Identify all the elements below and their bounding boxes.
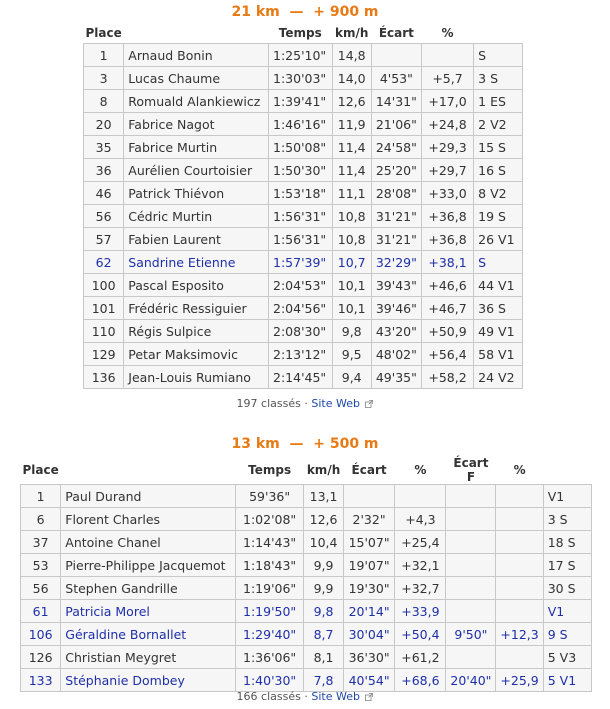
column-header [543, 456, 591, 485]
cell-ecart: 30'04" [343, 623, 395, 646]
cell-place: 56 [84, 205, 124, 228]
race2-footer-sep: · [304, 690, 308, 703]
cell-place: 62 [84, 251, 124, 274]
cell-ecart: 48'02" [371, 343, 421, 366]
column-header: Place [84, 23, 124, 44]
cell-kmh: 11,1 [332, 182, 371, 205]
cell-kmh: 9,4 [332, 366, 371, 389]
cell-kmh: 14,0 [332, 67, 371, 90]
cell-place: 110 [84, 320, 124, 343]
cell-ecartf [446, 508, 496, 531]
external-link-icon [365, 693, 373, 701]
external-link-icon [365, 400, 373, 408]
cell-temps: 1:39'41" [269, 90, 333, 113]
cell-pct: +36,8 [421, 205, 473, 228]
cell-pct [395, 485, 446, 508]
cell-kmh: 8,7 [304, 623, 343, 646]
cell-temps: 1:18'43" [235, 554, 303, 577]
cell-kmh: 10,1 [332, 274, 371, 297]
cell-place: 1 [21, 485, 61, 508]
cell-kmh: 9,9 [304, 554, 343, 577]
cell-temps: 1:19'06" [235, 577, 303, 600]
cell-ecart: 25'20" [371, 159, 421, 182]
cell-ecartf [446, 646, 496, 669]
cell-temps: 1:40'30" [235, 669, 303, 692]
cell-cat: S [474, 251, 523, 274]
cell-temps: 1:50'08" [269, 136, 333, 159]
cell-pct: +61,2 [395, 646, 446, 669]
cell-temps: 1:46'16" [269, 113, 333, 136]
race1-elevation: + 900 m [313, 4, 379, 20]
cell-place: 3 [84, 67, 124, 90]
cell-place: 56 [21, 577, 61, 600]
table-row [84, 343, 523, 366]
cell-pct: +36,8 [421, 228, 473, 251]
cell-cat: 49 V1 [474, 320, 523, 343]
cell-ecart: 21'06" [371, 113, 421, 136]
cell-temps: 59'36" [235, 485, 303, 508]
table-row [84, 205, 523, 228]
column-header: Écart [343, 456, 395, 485]
cell-kmh: 10,4 [304, 531, 343, 554]
table-row [21, 531, 592, 554]
table-row [84, 274, 523, 297]
cell-temps: 1:57'39" [269, 251, 333, 274]
cell-pctf [496, 600, 543, 623]
race2-title-sep: — [289, 436, 304, 452]
column-header: % [421, 23, 473, 44]
table-row [21, 669, 592, 692]
cell-ecart: 15'07" [343, 531, 395, 554]
cell-cat: 17 S [543, 554, 591, 577]
cell-pctf [496, 531, 543, 554]
cell-kmh: 11,9 [332, 113, 371, 136]
cell-cat: 15 S [474, 136, 523, 159]
cell-ecart [343, 485, 395, 508]
column-header [124, 23, 269, 44]
cell-pctf: +25,9 [496, 669, 543, 692]
cell-temps: 1:56'31" [269, 205, 333, 228]
race1-site-web-link[interactable]: Site Web [311, 397, 360, 410]
cell-cat: 2 V2 [474, 113, 523, 136]
cell-place: 20 [84, 113, 124, 136]
cell-temps: 1:14'43" [235, 531, 303, 554]
cell-kmh: 11,4 [332, 159, 371, 182]
cell-pct: +38,1 [421, 251, 473, 274]
cell-name: Stephen Gandrille [61, 577, 236, 600]
cell-pct: +25,4 [395, 531, 446, 554]
race1-footer [0, 397, 610, 410]
cell-ecart: 31'21" [371, 205, 421, 228]
cell-name: Patricia Morel [61, 600, 236, 623]
race2-count: 166 classés [236, 690, 301, 703]
cell-name: Aurélien Courtoisier [124, 159, 269, 182]
cell-ecart: 32'29" [371, 251, 421, 274]
cell-cat: 58 V1 [474, 343, 523, 366]
column-header: km/h [332, 23, 371, 44]
table-row [84, 366, 523, 389]
cell-place: 136 [84, 366, 124, 389]
cell-kmh: 11,4 [332, 136, 371, 159]
cell-ecartf [446, 531, 496, 554]
table-row [84, 251, 523, 274]
column-header: Temps [235, 456, 303, 485]
table-row [84, 297, 523, 320]
cell-cat: 5 V3 [543, 646, 591, 669]
race1-count: 197 classés [236, 397, 301, 410]
table-row [84, 320, 523, 343]
cell-ecart: 31'21" [371, 228, 421, 251]
cell-pctf [496, 554, 543, 577]
table-row [84, 159, 523, 182]
cell-ecart [371, 44, 421, 67]
race1-title-sep: — [289, 4, 304, 20]
table-row [21, 508, 592, 531]
race1-title [0, 4, 610, 20]
cell-cat: 26 V1 [474, 228, 523, 251]
column-header: % [496, 456, 543, 485]
cell-place: 101 [84, 297, 124, 320]
table-row [84, 90, 523, 113]
table-row [84, 136, 523, 159]
cell-temps: 2:04'56" [269, 297, 333, 320]
cell-pct: +32,7 [395, 577, 446, 600]
cell-temps: 2:13'12" [269, 343, 333, 366]
cell-kmh: 10,7 [332, 251, 371, 274]
cell-cat: 18 S [543, 531, 591, 554]
cell-pct: +33,9 [395, 600, 446, 623]
cell-name: Géraldine Bornallet [61, 623, 236, 646]
race2-distance: 13 km [231, 436, 280, 452]
table-row [84, 113, 523, 136]
cell-ecart: 24'58" [371, 136, 421, 159]
cell-place: 37 [21, 531, 61, 554]
cell-place: 106 [21, 623, 61, 646]
cell-cat: 9 S [543, 623, 591, 646]
cell-kmh: 12,6 [332, 90, 371, 113]
cell-ecart: 20'14" [343, 600, 395, 623]
race2-title [0, 436, 610, 452]
cell-name: Pascal Esposito [124, 274, 269, 297]
cell-place: 1 [84, 44, 124, 67]
column-header: % [395, 456, 446, 485]
cell-place: 36 [84, 159, 124, 182]
cell-ecartf: 20'40" [446, 669, 496, 692]
cell-kmh: 10,1 [332, 297, 371, 320]
cell-name: Antoine Chanel [61, 531, 236, 554]
table-row [84, 228, 523, 251]
column-header [61, 456, 236, 485]
cell-temps: 1:02'08" [235, 508, 303, 531]
cell-ecart: 28'08" [371, 182, 421, 205]
cell-cat: 3 S [474, 67, 523, 90]
cell-pct: +46,7 [421, 297, 473, 320]
cell-ecart: 49'35" [371, 366, 421, 389]
table-row [21, 554, 592, 577]
cell-name: Lucas Chaume [124, 67, 269, 90]
cell-name: Paul Durand [61, 485, 236, 508]
table-row [21, 600, 592, 623]
cell-pct: +5,7 [421, 67, 473, 90]
cell-cat: 30 S [543, 577, 591, 600]
cell-pct: +4,3 [395, 508, 446, 531]
column-header: Écart F [446, 456, 496, 485]
cell-place: 6 [21, 508, 61, 531]
cell-kmh: 7,8 [304, 669, 343, 692]
cell-ecart: 2'32" [343, 508, 395, 531]
cell-name: Régis Sulpice [124, 320, 269, 343]
cell-place: 35 [84, 136, 124, 159]
cell-ecart: 4'53" [371, 67, 421, 90]
table-row [21, 646, 592, 669]
race2-elevation: + 500 m [313, 436, 379, 452]
cell-cat: 16 S [474, 159, 523, 182]
cell-pct: +56,4 [421, 343, 473, 366]
cell-ecartf [446, 485, 496, 508]
cell-ecartf [446, 600, 496, 623]
cell-pct: +58,2 [421, 366, 473, 389]
cell-temps: 1:56'31" [269, 228, 333, 251]
cell-kmh: 9,9 [304, 577, 343, 600]
cell-name: Jean-Louis Rumiano [124, 366, 269, 389]
cell-name: Fabrice Nagot [124, 113, 269, 136]
cell-name: Sandrine Etienne [124, 251, 269, 274]
race2-results-table [20, 456, 592, 692]
cell-kmh: 9,8 [304, 600, 343, 623]
cell-cat: 8 V2 [474, 182, 523, 205]
column-header: Écart [371, 23, 421, 44]
cell-temps: 1:29'40" [235, 623, 303, 646]
column-header: Temps [269, 23, 333, 44]
cell-temps: 1:53'18" [269, 182, 333, 205]
cell-pctf [496, 485, 543, 508]
cell-cat: 19 S [474, 205, 523, 228]
cell-name: Frédéric Ressiguier [124, 297, 269, 320]
column-header: km/h [304, 456, 343, 485]
cell-kmh: 13,1 [304, 485, 343, 508]
cell-place: 8 [84, 90, 124, 113]
cell-place: 46 [84, 182, 124, 205]
cell-cat: S [474, 44, 523, 67]
cell-place: 133 [21, 669, 61, 692]
cell-cat: V1 [543, 485, 591, 508]
table-row [21, 485, 592, 508]
cell-kmh: 10,8 [332, 228, 371, 251]
cell-ecart: 14'31" [371, 90, 421, 113]
cell-ecart: 19'07" [343, 554, 395, 577]
cell-name: Romuald Alankiewicz [124, 90, 269, 113]
cell-kmh: 9,5 [332, 343, 371, 366]
race2-site-web-link[interactable]: Site Web [311, 690, 360, 703]
cell-pct: +17,0 [421, 90, 473, 113]
cell-temps: 1:30'03" [269, 67, 333, 90]
cell-ecart: 40'54" [343, 669, 395, 692]
table-row [21, 623, 592, 646]
column-header: Place [21, 456, 61, 485]
cell-temps: 2:04'53" [269, 274, 333, 297]
cell-temps: 1:19'50" [235, 600, 303, 623]
cell-pctf: +12,3 [496, 623, 543, 646]
table-row [84, 182, 523, 205]
cell-cat: 44 V1 [474, 274, 523, 297]
cell-name: Christian Meygret [61, 646, 236, 669]
cell-pct: +33,0 [421, 182, 473, 205]
cell-ecartf [446, 577, 496, 600]
cell-ecartf: 9'50" [446, 623, 496, 646]
cell-cat: 36 S [474, 297, 523, 320]
cell-temps: 1:50'30" [269, 159, 333, 182]
cell-pctf [496, 508, 543, 531]
cell-pct: +29,3 [421, 136, 473, 159]
cell-temps: 2:08'30" [269, 320, 333, 343]
cell-place: 100 [84, 274, 124, 297]
cell-ecart: 43'20" [371, 320, 421, 343]
cell-place: 129 [84, 343, 124, 366]
cell-place: 126 [21, 646, 61, 669]
cell-temps: 1:36'06" [235, 646, 303, 669]
race2-footer [0, 690, 610, 703]
cell-cat: 1 ES [474, 90, 523, 113]
cell-pct [421, 44, 473, 67]
cell-name: Fabrice Murtin [124, 136, 269, 159]
cell-name: Fabien Laurent [124, 228, 269, 251]
cell-pct: +68,6 [395, 669, 446, 692]
cell-kmh: 9,8 [332, 320, 371, 343]
cell-pct: +29,7 [421, 159, 473, 182]
cell-temps: 2:14'45" [269, 366, 333, 389]
column-header [474, 23, 523, 44]
cell-name: Patrick Thiévon [124, 182, 269, 205]
cell-pct: +50,9 [421, 320, 473, 343]
cell-ecart: 39'46" [371, 297, 421, 320]
cell-kmh: 14,8 [332, 44, 371, 67]
cell-cat: 5 V1 [543, 669, 591, 692]
cell-kmh: 10,8 [332, 205, 371, 228]
table-row [21, 577, 592, 600]
cell-place: 53 [21, 554, 61, 577]
cell-place: 57 [84, 228, 124, 251]
cell-name: Florent Charles [61, 508, 236, 531]
cell-pct: +24,8 [421, 113, 473, 136]
race1-footer-sep: · [304, 397, 308, 410]
table-row [84, 67, 523, 90]
table-row [84, 44, 523, 67]
race1-distance: 21 km [231, 4, 280, 20]
cell-place: 61 [21, 600, 61, 623]
cell-pctf [496, 646, 543, 669]
cell-ecart: 36'30" [343, 646, 395, 669]
cell-ecartf [446, 554, 496, 577]
cell-kmh: 12,6 [304, 508, 343, 531]
cell-pct: +32,1 [395, 554, 446, 577]
cell-cat: 3 S [543, 508, 591, 531]
cell-pctf [496, 577, 543, 600]
cell-ecart: 19'30" [343, 577, 395, 600]
cell-pct: +50,4 [395, 623, 446, 646]
cell-name: Stéphanie Dombey [61, 669, 236, 692]
cell-name: Pierre-Philippe Jacquemot [61, 554, 236, 577]
cell-ecart: 39'43" [371, 274, 421, 297]
cell-temps: 1:25'10" [269, 44, 333, 67]
cell-name: Arnaud Bonin [124, 44, 269, 67]
cell-cat: 24 V2 [474, 366, 523, 389]
race1-results-table [83, 23, 523, 389]
cell-cat: V1 [543, 600, 591, 623]
cell-pct: +46,6 [421, 274, 473, 297]
cell-name: Petar Maksimovic [124, 343, 269, 366]
cell-kmh: 8,1 [304, 646, 343, 669]
cell-name: Cédric Murtin [124, 205, 269, 228]
